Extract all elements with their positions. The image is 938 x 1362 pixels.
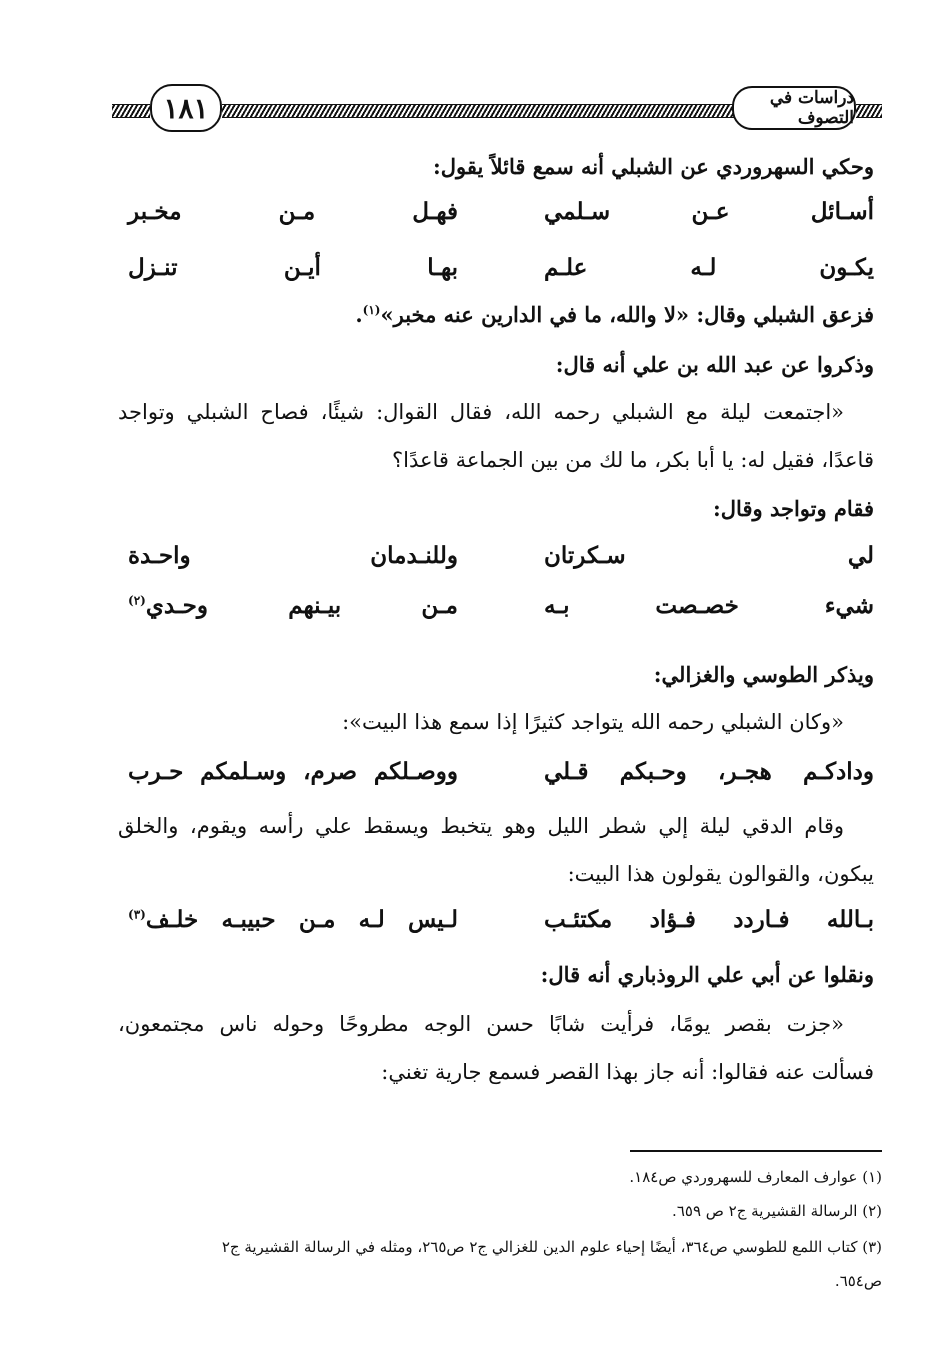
running-header [112, 80, 882, 138]
quote-1-line-2: قاعدًا، فقيل له: يا أبا بكر، ما لك من بين الجماعة قاعدًا؟ [391, 448, 874, 472]
footnote-3: (٣) كتاب اللمع للطوسي ص٣٦٤، أيضًا إحياء علوم الدين للغزالي ج٢ ص٢٦٥، ومثله في الرسالة القشيرية ج٢ [221, 1238, 882, 1256]
verse-3 [128, 544, 874, 576]
footnote-ref-2: (٢) [128, 593, 146, 608]
header-ornament-left [112, 104, 150, 118]
verse-3-second-hemistich: وللنـدمان واحـدة [128, 542, 458, 569]
paragraph-1-end: . [355, 302, 363, 327]
paragraph-2-line-2: يبكون، والقوالون يقولون هذا البيت: [567, 862, 874, 886]
verse-6-second-text: لـيس لـه مـن حبيبـه خلـف [145, 906, 458, 933]
paragraph-1-text: فزعق الشبلي وقال: «لا والله، ما في الدارين عنه مخبر» [380, 302, 874, 327]
verse-5-first-hemistich: ودادكـم هجـر، وحـبكم قـلي [544, 758, 874, 785]
footnote-2: (٢) الرسالة القشيرية ج٢ ص ٦٥٩. [672, 1202, 882, 1220]
verse-4-second-hemistich [128, 594, 458, 617]
footnote-3-continuation: ص٦٥٤. [834, 1272, 882, 1290]
footnote-ref-3: (٣) [128, 907, 146, 922]
header-ornament-middle [222, 104, 760, 118]
quote-3-line-1: «جزت بقصر يومًا، فرأيت شابًا حسن الوجه مطروحًا وحوله ناس مجتمعون، [118, 1012, 844, 1036]
footnote-1: (١) عوارف المعارف للسهروردي ص١٨٤. [629, 1168, 882, 1186]
intro-line-4: ويذكر الطوسي والغزالي: [653, 662, 874, 687]
verse-1 [128, 200, 874, 232]
verse-2-first-hemistich: يكـون لـه علـم [544, 254, 874, 281]
verse-5 [128, 760, 874, 792]
verse-1-first-hemistich: أسـائل عـن سـلمي [544, 198, 874, 225]
verse-6-first-hemistich: بـالله فـاردد فـؤاد مكتئـب [544, 906, 874, 933]
verse-3-first-hemistich: لي سـكرتان [544, 542, 874, 569]
paragraph-2-line-1: وقام الدقي ليلة إلي شطر الليل وهو يتخبط ويسقط علي رأسه ويقوم، والخلق [118, 814, 844, 838]
paragraph-1 [118, 304, 874, 325]
verse-4-first-hemistich: شيء خصـصت بـه [544, 592, 874, 619]
verse-1-second-hemistich: فهـل مـن مخـبر [128, 198, 458, 225]
footnote-separator [630, 1150, 882, 1152]
intro-line-3: فقام وتواجد وقال: [713, 496, 874, 521]
intro-line-1: وحكي السهروردي عن الشبلي أنه سمع قائلاً يقول: [433, 154, 874, 179]
intro-line-2: وذكروا عن عبد الله بن علي أنه قال: [555, 352, 874, 377]
page-number: ١٨١ [150, 84, 222, 132]
intro-line-5: ونقلوا عن أبي علي الروذباري أنه قال: [540, 962, 874, 987]
verse-4 [128, 594, 874, 626]
verse-4-second-text: مـن بيـنهم وحـدي [145, 592, 458, 619]
verse-2-second-hemistich: بهـا أيـن تنـزل [128, 254, 458, 281]
header-ornament-right [856, 104, 882, 118]
quote-2: «وكان الشبلي رحمه الله يتواجد كثيرًا إذا سمع هذا البيت»: [342, 710, 844, 734]
verse-6 [128, 908, 874, 940]
footnote-ref-1: (١) [362, 303, 381, 317]
quote-3-line-2: فسألت عنه فقالوا: أنه جاز بهذا القصر فسمع جارية تغني: [381, 1060, 874, 1084]
verse-5-second-hemistich: ووصـلكم صرم، وسـلمكم حـرب [128, 758, 458, 785]
verse-6-second-hemistich [128, 908, 458, 931]
verse-2 [128, 256, 874, 288]
quote-1-line-1: «اجتمعت ليلة مع الشبلي رحمه الله، فقال القوال: شيئًا، فصاح الشبلي وتواجد [118, 400, 844, 424]
book-title: دراسات في التصوف [732, 86, 856, 130]
